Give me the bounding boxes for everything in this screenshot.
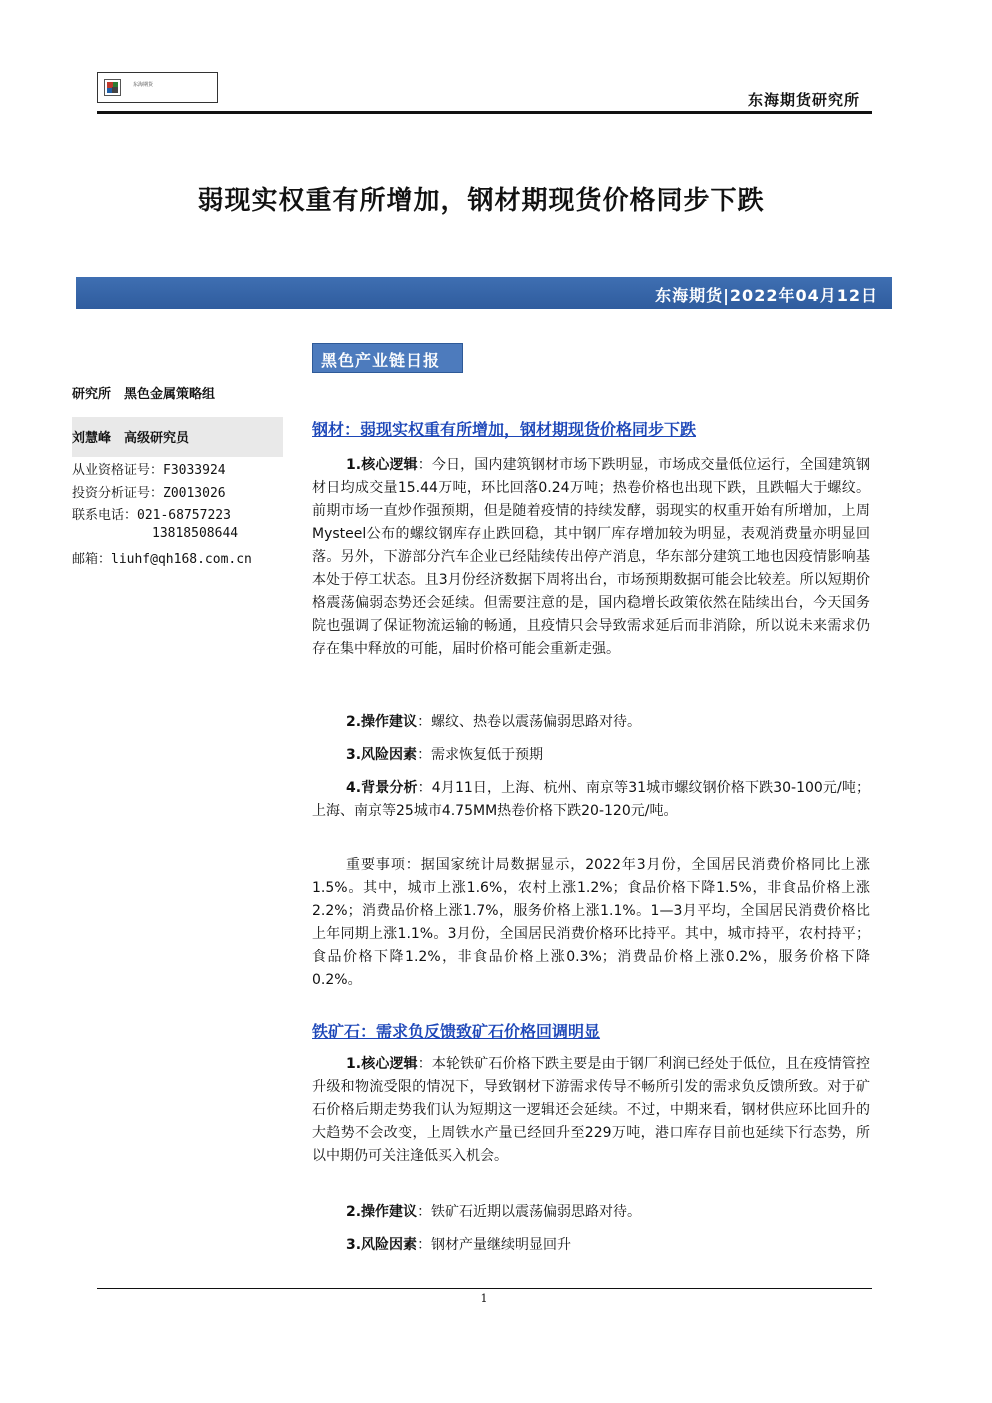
iron-risk-text: ：钢材产量继续明显回升 — [417, 1237, 572, 1253]
iron-core-label: 1.核心逻辑 — [346, 1056, 418, 1072]
iron-risk — [312, 1234, 870, 1257]
steel-background — [312, 777, 870, 823]
report-type-label: 黑色产业链日报 — [321, 351, 441, 370]
steel-section-title[interactable]: 钢材：弱现实权重有所增加，钢材期现货价格同步下跌 — [312, 420, 697, 439]
iron-core-logic — [312, 1053, 870, 1168]
steel-key-events: 重要事项：据国家统计局数据显示，2022年3月份，全国居民消费价格同比上涨1.5%。其中，城市上涨1.6%，农村上涨1.2%；食品价格下降1.5%，非食品价格上涨2.2%；消费品价格上涨1.7%，服务价格上涨1.1%。1—3月平均，全国居民消费价格比上年同期上涨1.1%。3月份，全国居民消费价格环比持平。其中，城市持平，农村持平；食品价格下降1.2%，非食品价格上涨0.3%；消费品价格上涨0.2%，服务价格下降0.2%。 — [312, 857, 870, 988]
steel-bg-text: ：4月11日，上海、杭州、南京等31城市螺纹钢价格下跌30-100元/吨；上海、南京等25城市4.75MM热卷价格下跌20-120元/吨。 — [312, 780, 871, 819]
steel-operation — [312, 711, 870, 734]
sidebar-phone: 联系电话：021-68757223 — [72, 508, 231, 523]
steel-op-label: 2.操作建议 — [346, 714, 418, 730]
steel-bg-label: 4.背景分析 — [346, 780, 418, 796]
steel-risk-label: 3.风险因素 — [346, 747, 418, 763]
sidebar-department: 研究所 黑色金属策略组 — [72, 387, 216, 402]
org-name: 东海期货研究所 — [747, 91, 860, 109]
iron-op-label: 2.操作建议 — [346, 1204, 418, 1220]
page-title: 弱现实权重有所增加，钢材期现货价格同步下跌 — [197, 186, 765, 216]
footer-divider — [97, 1288, 872, 1289]
steel-core-logic — [312, 454, 870, 661]
sidebar-investment-cert: 投资分析证号：Z0013026 — [72, 486, 226, 501]
report-date: 东海期货|2022年04月12日 — [655, 286, 878, 305]
report-type-badge — [312, 343, 463, 373]
sidebar-email: 邮箱：liuhf@qh168.com.cn — [72, 552, 252, 567]
logo — [97, 72, 218, 103]
sidebar-qualification: 从业资格证号：F3033924 — [72, 463, 226, 478]
iron-core-text: ：本轮铁矿石价格下跌主要是由于钢厂利润已经处于低位，且在疫情管控升级和物流受限的情况下，导致钢材下游需求传导不畅所引发的需求负反馈所致。对于矿石价格后期走势我们认为短期这一逻辑还会延续。不过，中期来看，钢材供应环比回升的大趋势不会改变，上周铁水产量已经回升至229万吨，港口库存目前也延续下行态势，所以中期仍可关注逢低买入机会。 — [312, 1056, 870, 1164]
iron-op-text: ：铁矿石近期以震荡偏弱思路对待。 — [417, 1204, 642, 1220]
sidebar-analyst: 刘慧峰 高级研究员 — [72, 431, 190, 446]
iron-risk-label: 3.风险因素 — [346, 1237, 418, 1253]
date-banner — [76, 277, 892, 309]
steel-op-text: ：螺纹、热卷以震荡偏弱思路对待。 — [417, 714, 642, 730]
iron-section-title[interactable]: 铁矿石：需求负反馈致矿石价格回调明显 — [312, 1022, 601, 1041]
steel-core-label: 1.核心逻辑 — [346, 457, 418, 473]
iron-operation — [312, 1201, 870, 1224]
header-divider — [97, 111, 872, 114]
steel-core-text: ：今日，国内建筑钢材市场下跌明显，市场成交量低位运行，全国建筑钢材日均成交量15.44万吨，环比回落0.24万吨；热卷价格也出现下跌，且跌幅大于螺纹。前期市场一直炒作强预期，但是随着疫情的持续发酵，弱现实的权重开始有所增加，上周Mysteel公布的螺纹钢库存止跌回稳，其中钢厂库存增加较为明显，表观消费量亦明显回落。另外，下游部分汽车企业已经陆续传出停产消息，华东部分建筑工地也因疫情影响基本处于停工状态。且3月份经济数据下周将出台，市场预期数据可能会比较差。所以短期价格震荡偏弱态势还会延续。但需要注意的是，国内稳增长政策依然在陆续出台，今天国务院也强调了保证物流运输的畅通，且疫情只会导致需求延后而非消除，所以说未来需求仍存在集中释放的可能，届时价格可能会重新走强。 — [312, 457, 870, 657]
sidebar-mobile: 13818508644 — [152, 526, 239, 541]
logo-text: 东海期货 — [133, 82, 154, 88]
steel-risk — [312, 744, 870, 767]
steel-risk-text: ：需求恢复低于预期 — [417, 747, 544, 763]
page-number: 1 — [480, 1292, 488, 1305]
logo-mark-icon — [104, 79, 121, 96]
